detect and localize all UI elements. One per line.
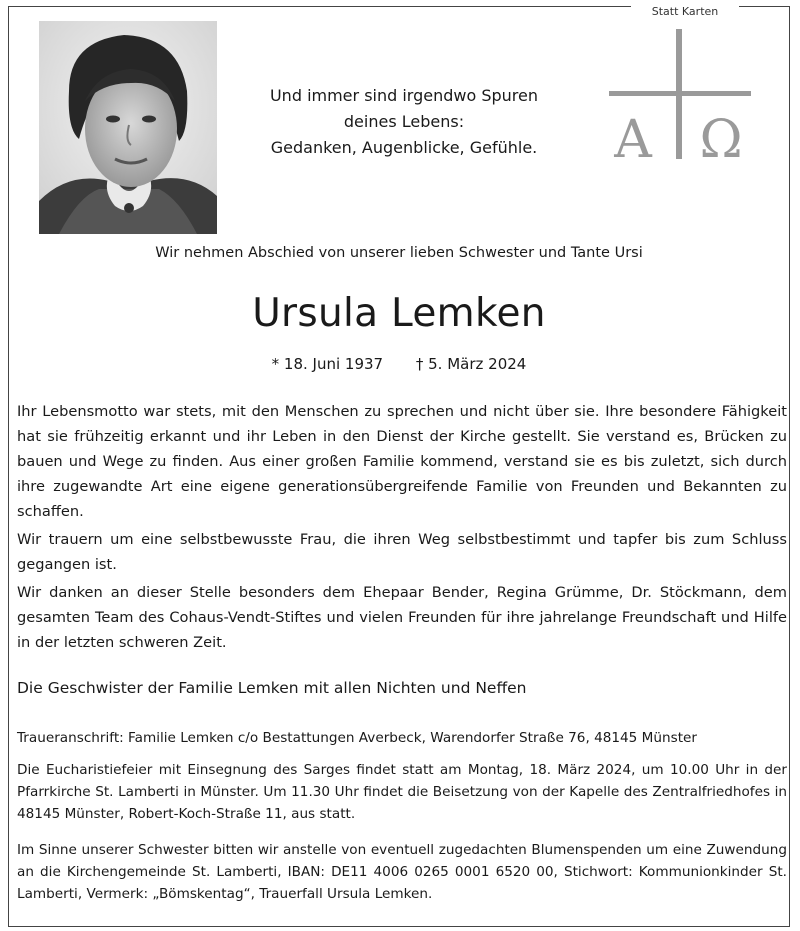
mourning-address [17,727,787,749]
family-signature: Die Geschwister der Familie Lemken mit allen Nichten und Neffen [17,679,527,697]
deceased-name: Ursula Lemken [252,291,546,336]
statt-karten-label: Statt Karten [631,6,739,20]
omega-letter: Ω [699,110,743,163]
motto-line-3: Gedanken, Augenblicke, Gefühle. [270,138,538,157]
motto-line-2: deines Lebens: [343,112,465,131]
tribute-paragraph: Ihr Lebensmotto war stets, mit den Menschen zu sprechen und nicht über sie. Ihre besondere Fähigkeit hat sie frühzeitig erkannt und ihr Leben in den Dienst der Kirche gestellt. Sie verstand es, Brücken zu bauen und Wege zu finden. Aus einer großen Familie kommend, verstand sie es bis zuletzt, sich durch ihre zugewandte Art eine eigene generationsübergreifende Familie von Freunden und Bekannten zu schaffen. [17,403,787,520]
address-text: Traueranschrift: Familie Lemken c/o Bestattungen Averbeck, Warendorfer Straße 76, 48145 Münster [17,730,697,746]
service-info [17,759,787,825]
life-dates [9,355,789,373]
donation-info [17,839,787,905]
tribute-paragraphs [17,399,787,658]
intro-text: Wir nehmen Abschied von unserer lieben Schwester und Tante Ursi [155,245,643,261]
cross-alpha-omega-icon [609,29,751,163]
death-date: † 5. März 2024 [415,355,527,373]
notice-frame [8,6,790,927]
birth-date: * 18. Juni 1937 [271,355,384,373]
donation-text: Im Sinne unserer Schwester bitten wir anstelle von eventuell zugedachten Blumenspenden um eine Zuwendung an die Kirchengemeinde St. Lamberti, IBAN: DE11 4006 0265 0001 6520 00, Stichwort: Kommunionkinder St. Lamberti, Vermerk: „Bömskentag“, Trauerfall Ursula Lemken. [17,842,787,902]
tribute-paragraph: Wir danken an dieser Stelle besonders dem Ehepaar Bender, Regina Grümme, Dr. Stöckmann, dem gesamten Team des Cohaus-Vendt-Stiftes und vielen Freunden für ihre jahrelange Freundschaft und Hilfe in der letzten schweren Zeit. [17,584,787,651]
tribute-paragraph: Wir trauern um eine selbstbewusste Frau, die ihren Weg selbstbestimmt und tapfer bis zum Schluss gegangen ist. [17,531,787,573]
motto [239,83,569,161]
motto-line-1: Und immer sind irgendwo Spuren [269,86,539,105]
alpha-letter: A [614,110,652,163]
service-text: Die Eucharistiefeier mit Einsegnung des Sarges findet statt am Montag, 18. März 2024, um 10.00 Uhr in der Pfarrkirche St. Lamberti in Münster. Um 11.30 Uhr findet die Beisetzung von der Kapelle des Zentralfriedhofes in 48145 Münster, Robert-Koch-Straße 11, aus statt. [17,762,787,822]
portrait-photo [39,21,217,234]
